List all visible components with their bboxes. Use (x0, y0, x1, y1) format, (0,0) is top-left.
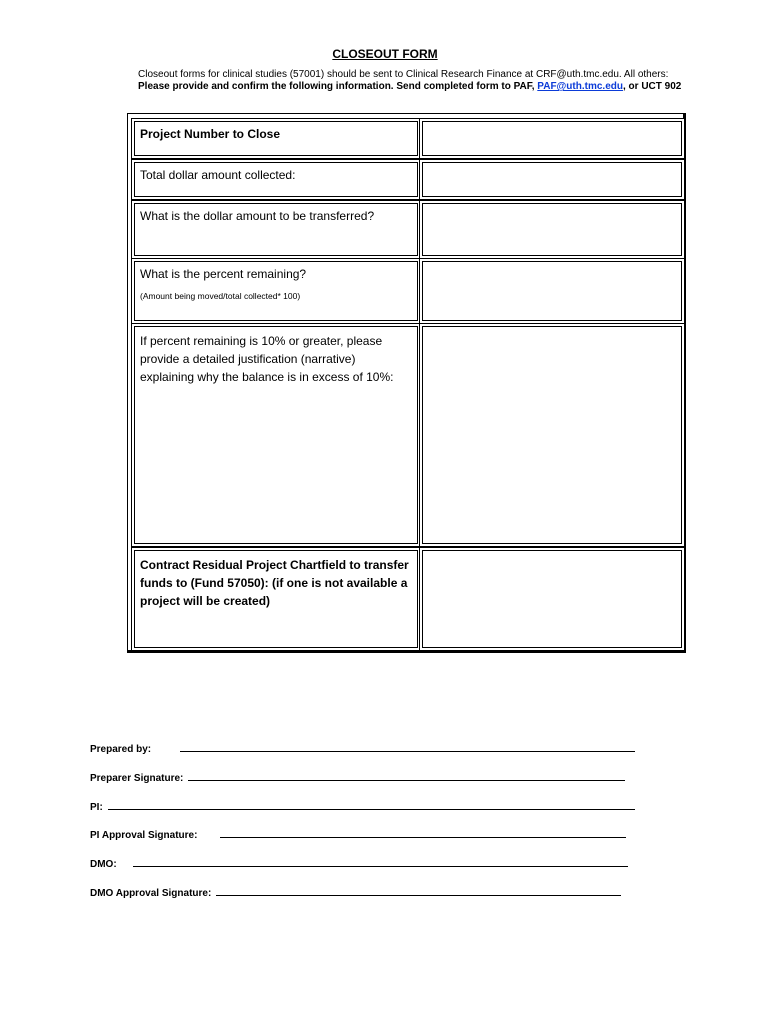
dmo-approval-line[interactable] (216, 894, 621, 896)
preparer-signature-label: Preparer Signature: (90, 773, 184, 784)
total-collected-label: Total dollar amount collected: (134, 162, 418, 197)
preparer-signature-row (90, 773, 625, 784)
pi-approval-row (90, 830, 626, 841)
residual-chartfield-field[interactable] (422, 550, 682, 648)
prepared-by-label: Prepared by: (90, 744, 152, 755)
amount-transferred-field[interactable] (422, 203, 682, 256)
intro-line-2 (138, 81, 681, 92)
form-title: CLOSEOUT FORM (332, 47, 438, 61)
residual-chartfield-label: Contract Residual Project Chartfield to transfer funds to (Fund 57050): (if one is not available a project will be created) (134, 550, 418, 648)
intro-line-2-tail: , or UCT 902 (622, 81, 682, 92)
pi-line[interactable] (108, 808, 635, 810)
prepared-by-line[interactable] (180, 750, 635, 752)
dmo-row (90, 859, 628, 870)
justification-label: If percent remaining is 10% or greater, please provide a detailed justification (narrative) explaining why the balance is in excess of 10%: (134, 326, 418, 544)
intro-line-1: Closeout forms for clinical studies (57001) should be sent to Clinical Research Finance at CRF@uth.tmc.edu. All others: (138, 69, 669, 80)
amount-transferred-label: What is the dollar amount to be transferred? (134, 203, 418, 256)
percent-formula-note: (Amount being moved/total collected* 100) (140, 291, 301, 301)
dmo-line[interactable] (133, 865, 628, 867)
percent-remaining-field[interactable] (422, 261, 682, 321)
intro-line-2-text: Please provide and confirm the following information. Send completed form to PAF, (138, 81, 538, 92)
preparer-signature-line[interactable] (188, 779, 625, 781)
paf-email-link[interactable]: PAF@uth.tmc.edu (537, 81, 623, 92)
pi-approval-label: PI Approval Signature: (90, 830, 198, 841)
total-collected-field[interactable] (422, 162, 682, 197)
justification-field[interactable] (422, 326, 682, 544)
dmo-approval-row (90, 888, 621, 899)
prepared-by-row (90, 744, 635, 755)
project-number-field[interactable] (422, 121, 682, 156)
pi-row (90, 802, 635, 813)
dmo-label: DMO: (90, 859, 117, 870)
percent-remaining-question: What is the percent remaining? (140, 267, 307, 281)
pi-approval-line[interactable] (220, 836, 626, 838)
pi-label: PI: (90, 802, 103, 813)
dmo-approval-label: DMO Approval Signature: (90, 888, 212, 899)
project-number-label: Project Number to Close (134, 121, 418, 156)
percent-remaining-label (134, 261, 418, 321)
